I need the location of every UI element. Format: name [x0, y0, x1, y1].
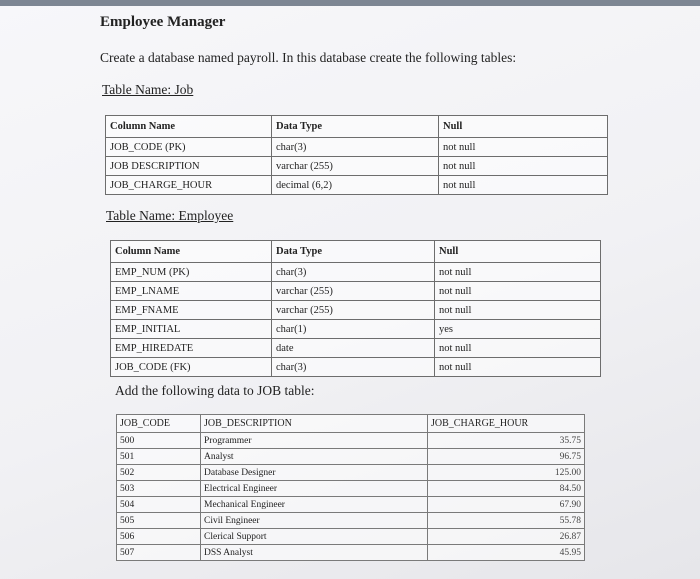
cell-job-description: Database Designer [201, 465, 428, 481]
job-data-heading: Add the following data to JOB table: [115, 383, 315, 398]
cell-null: not null [439, 157, 608, 176]
cell-column-name: JOB DESCRIPTION [106, 157, 272, 176]
cell-job-description: Programmer [201, 433, 428, 449]
job-data-table [116, 414, 585, 561]
cell-data-type: date [272, 339, 435, 358]
table-row [111, 263, 601, 282]
cell-job-charge-hour: 84.50 [428, 481, 585, 497]
table-row [111, 320, 601, 339]
cell-job-code: 505 [117, 513, 201, 529]
table-row [117, 545, 585, 561]
table-row [106, 138, 608, 157]
cell-job-charge-hour: 26.87 [428, 529, 585, 545]
cell-job-charge-hour: 96.75 [428, 449, 585, 465]
cell-job-description: DSS Analyst [201, 545, 428, 561]
employee-table-definition [110, 240, 601, 377]
cell-data-type: char(3) [272, 263, 435, 282]
cell-job-charge-hour: 45.95 [428, 545, 585, 561]
cell-null: not null [435, 282, 601, 301]
cell-job-description: Analyst [201, 449, 428, 465]
cell-job-description: Mechanical Engineer [201, 497, 428, 513]
cell-job-charge-hour: 55.78 [428, 513, 585, 529]
cell-data-type: char(3) [272, 358, 435, 377]
cell-column-name: EMP_INITIAL [111, 320, 272, 339]
cell-job-code: 506 [117, 529, 201, 545]
table-row [117, 465, 585, 481]
cell-data-type: varchar (255) [272, 157, 439, 176]
table-row [117, 513, 585, 529]
cell-job-code: 507 [117, 545, 201, 561]
header-null: Null [435, 241, 601, 263]
cell-job-charge-hour: 125.00 [428, 465, 585, 481]
cell-column-name: EMP_NUM (PK) [111, 263, 272, 282]
cell-null: not null [435, 339, 601, 358]
header-data-type: Data Type [272, 116, 439, 138]
page-title: Employee Manager [100, 14, 226, 30]
cell-null: yes [435, 320, 601, 339]
job-table-name: Table Name: Job [102, 82, 194, 97]
table-header-row [106, 116, 608, 138]
table-row [111, 339, 601, 358]
cell-null: not null [439, 176, 608, 195]
table-row [117, 433, 585, 449]
table-row [117, 529, 585, 545]
cell-job-description: Civil Engineer [201, 513, 428, 529]
cell-job-charge-hour: 67.90 [428, 497, 585, 513]
table-row [111, 301, 601, 320]
cell-job-code: 501 [117, 449, 201, 465]
cell-column-name: EMP_LNAME [111, 282, 272, 301]
table-header-row [117, 415, 585, 433]
cell-null: not null [435, 263, 601, 282]
employee-table-name: Table Name: Employee [106, 208, 234, 223]
header-data-type: Data Type [272, 241, 435, 263]
header-job-code: JOB_CODE [117, 415, 201, 433]
cell-job-code: 504 [117, 497, 201, 513]
intro-text: Create a database named payroll. In this database create the following tables: [100, 50, 517, 65]
table-row [111, 358, 601, 377]
cell-data-type: char(1) [272, 320, 435, 339]
cell-column-name: EMP_HIREDATE [111, 339, 272, 358]
table-header-row [111, 241, 601, 263]
header-column-name: Column Name [111, 241, 272, 263]
table-row [111, 282, 601, 301]
cell-null: not null [435, 358, 601, 377]
cell-job-code: 502 [117, 465, 201, 481]
cell-column-name: EMP_FNAME [111, 301, 272, 320]
cell-column-name: JOB_CODE (FK) [111, 358, 272, 377]
cell-job-code: 503 [117, 481, 201, 497]
table-row [117, 449, 585, 465]
header-job-description: JOB_DESCRIPTION [201, 415, 428, 433]
cell-data-type: decimal (6,2) [272, 176, 439, 195]
cell-data-type: varchar (255) [272, 282, 435, 301]
header-column-name: Column Name [106, 116, 272, 138]
header-null: Null [439, 116, 608, 138]
top-bar [0, 0, 700, 6]
table-row [117, 481, 585, 497]
cell-null: not null [439, 138, 608, 157]
cell-null: not null [435, 301, 601, 320]
cell-column-name: JOB_CHARGE_HOUR [106, 176, 272, 195]
cell-data-type: char(3) [272, 138, 439, 157]
cell-data-type: varchar (255) [272, 301, 435, 320]
cell-job-description: Electrical Engineer [201, 481, 428, 497]
cell-job-code: 500 [117, 433, 201, 449]
table-row [106, 176, 608, 195]
header-job-charge-hour: JOB_CHARGE_HOUR [428, 415, 585, 433]
job-table-definition [105, 115, 608, 195]
cell-job-charge-hour: 35.75 [428, 433, 585, 449]
cell-column-name: JOB_CODE (PK) [106, 138, 272, 157]
table-row [106, 157, 608, 176]
table-row [117, 497, 585, 513]
cell-job-description: Clerical Support [201, 529, 428, 545]
